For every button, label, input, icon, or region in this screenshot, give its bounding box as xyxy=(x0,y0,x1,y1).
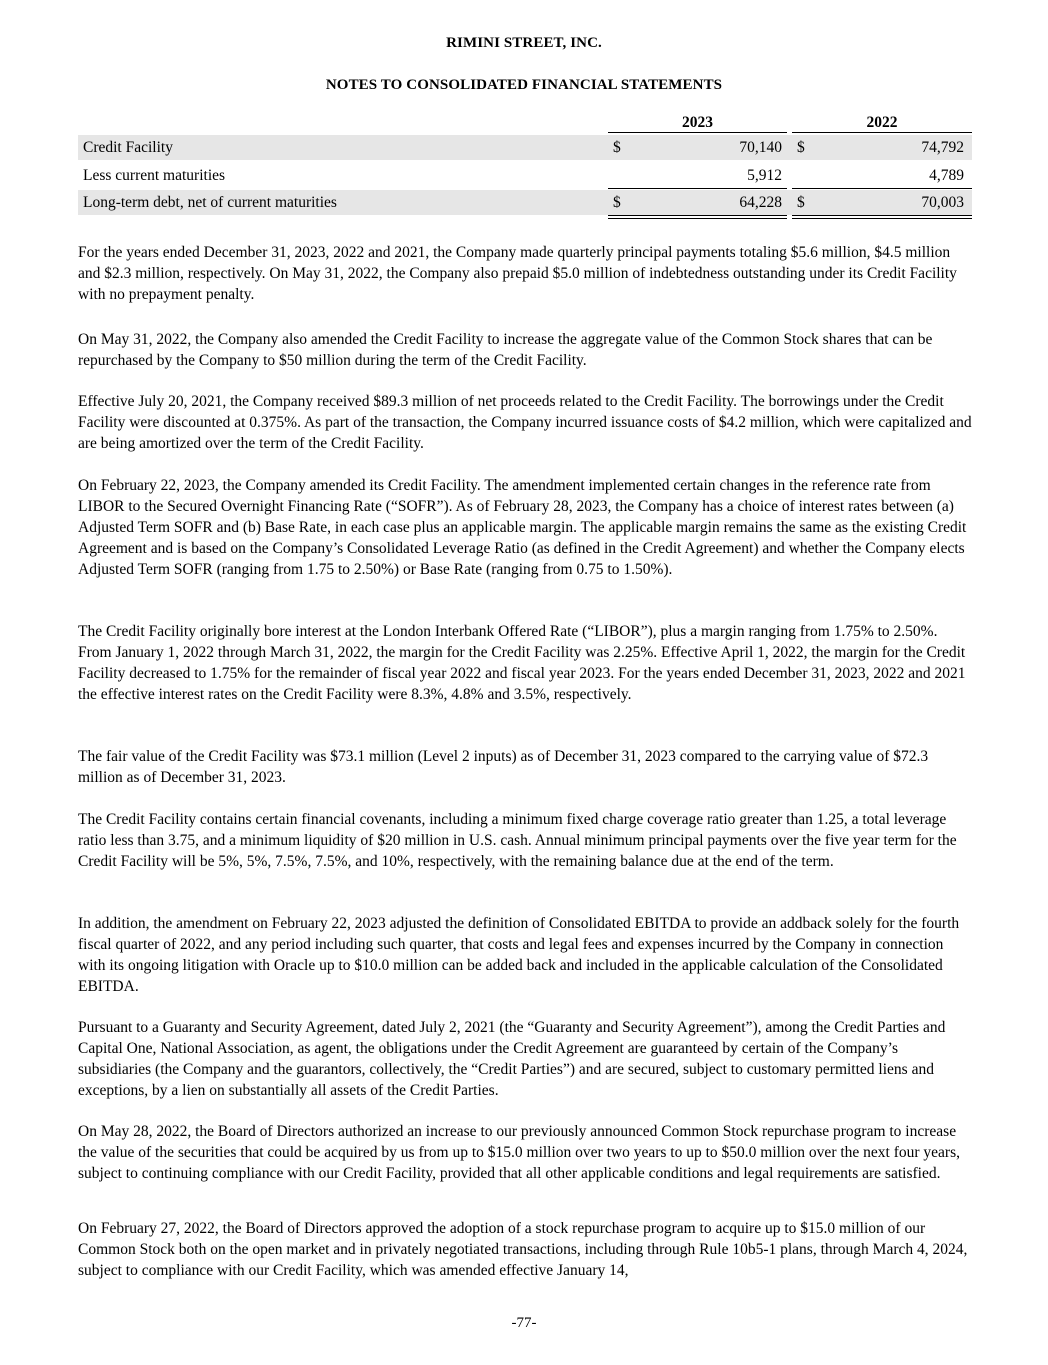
row-label: Less current maturities xyxy=(83,167,226,184)
subtotal-rule-2022 xyxy=(792,188,972,189)
value-2022: 70,003 xyxy=(921,194,964,211)
column-header-2022: 2022 xyxy=(866,114,898,131)
paragraph-repurchase-increase: On May 28, 2022, the Board of Directors authorized an increase to our previously announced Common Stock repurchase program to increase the value of the securities that could be acquired by us from up to $15.0 million over two years to up to $50.0 million over the next four years, subject to continuing compliance with our Credit Facility, provided that all other applicable conditions and legal requirements are satisfied. xyxy=(78,1123,961,1182)
column-header-2023: 2023 xyxy=(682,114,713,131)
paragraph-principal-payments: For the years ended December 31, 2023, 2022 and 2021, the Company made quarterly principal payments totaling $5.6 million, $4.5 million and $2.3 million, respectively. On May 31, 2022, the Company also prepaid $5.0 million of indebtedness outstanding under its Credit Facility with no prepayment penalty. xyxy=(78,244,957,303)
value-2023: 5,912 xyxy=(747,167,782,184)
currency-2022: $ xyxy=(797,139,805,156)
currency-2023: $ xyxy=(613,194,621,211)
paragraph-guaranty-security: Pursuant to a Guaranty and Security Agreement, dated July 2, 2021 (the “Guaranty and Security Agreement”), among the Credit Parties and Capital One, National Association, as agent, the obligations under the Credit Agreement are guaranteed by certain of the Company’s subsidiaries (the Company and the guarantors, collectively, the “Credit Parties”) and are secured, subject to customary permitted liens and exceptions, by a lien on substantially all assets of the Credit Parties. xyxy=(78,1019,946,1099)
value-2022: 74,792 xyxy=(921,139,964,156)
table-row xyxy=(78,135,972,160)
table-row xyxy=(78,163,972,188)
subtotal-rule-2023 xyxy=(608,188,787,189)
currency-2022: $ xyxy=(797,194,805,211)
value-2023: 64,228 xyxy=(739,194,782,211)
paragraph-net-proceeds: Effective July 20, 2021, the Company received $89.3 million of net proceeds related to the Credit Facility. The borrowings under the Credit Facility were discounted at 0.375%. As part of the transaction, the Company incurred issuance costs of $4.2 million, which were capitalized and are being amortized over the term of the Credit Facility. xyxy=(78,393,972,452)
paragraph-libor-interest: The Credit Facility originally bore interest at the London Interbank Offered Rate (“LIBOR”), plus a margin ranging from 1.75% to 2.50%. From January 1, 2022 through March 31, 2022, the margin for the Credit Facility was 2.25%. Effective April 1, 2022, the margin for the Credit Facility decreased to 1.75% for the remainder of fiscal year 2022 and fiscal year 2023. For the years ended December 31, 2023, 2022 and 2021 the effective interest rates on the Credit Facility were 8.3%, 4.8% and 3.5%, respectively. xyxy=(78,623,966,703)
table-row xyxy=(78,190,972,215)
value-2023: 70,140 xyxy=(739,139,782,156)
column-header-rule-2023 xyxy=(608,132,787,133)
paragraph-amendment-repurchase: On May 31, 2022, the Company also amended the Credit Facility to increase the aggregate value of the Common Stock shares that can be repurchased by the Company to $50 million during the term of the Credit Facility. xyxy=(78,331,933,369)
value-2022: 4,789 xyxy=(929,167,964,184)
debt-table xyxy=(78,112,972,222)
section-title: NOTES TO CONSOLIDATED FINANCIAL STATEMENTS xyxy=(325,77,723,93)
column-header-rule-2022 xyxy=(792,132,972,133)
paragraph-fair-value: The fair value of the Credit Facility was $73.1 million (Level 2 inputs) as of December 31, 2023 compared to the carrying value of $72.3 million as of December 31, 2023. xyxy=(78,748,929,786)
paragraph-stock-repurchase-program: On February 27, 2022, the Board of Directors approved the adoption of a stock repurchase program to acquire up to $15.0 million of our Common Stock both on the open market and in privately negotiated transactions, including through Rule 10b5-1 plans, through March 4, 2024, subject to compliance with our Credit Facility, which was amended effective January 14, xyxy=(78,1220,968,1279)
row-label: Long-term debt, net of current maturities xyxy=(83,194,337,211)
page-number: -77- xyxy=(511,1315,537,1331)
total-double-rule-2022 xyxy=(792,215,972,219)
row-label: Credit Facility xyxy=(83,139,173,156)
paragraph-ebitda-addback: In addition, the amendment on February 22, 2023 adjusted the definition of Consolidated EBITDA to provide an addback solely for the fourth fiscal quarter of 2022, and any period including such quarter, that costs and legal fees and expenses incurred by the Company in connection with its ongoing litigation with Oracle up to $10.0 million can be added back and included in the applicable calculation of the Consolidated EBITDA. xyxy=(78,915,960,995)
company-name: RIMINI STREET, INC. xyxy=(446,35,602,51)
paragraph-financial-covenants: The Credit Facility contains certain financial covenants, including a minimum fixed charge coverage ratio greater than 1.25, a total leverage ratio less than 3.75, and a minimum liquidity of $20 million in U.S. cash. Annual minimum principal payments over the five year term for the Credit Facility will be 5%, 5%, 7.5%, 7.5%, and 10%, respectively, with the remaining balance due at the end of the term. xyxy=(78,811,957,870)
paragraph-sofr-amendment: On February 22, 2023, the Company amended its Credit Facility. The amendment implemented certain changes in the reference rate from LIBOR to the Secured Overnight Financing Rate (“SOFR”). As of February 28, 2023, the Company has a choice of interest rates between (a) Adjusted Term SOFR and (b) Base Rate, in each case plus an applicable margin. The applicable margin remains the same as the existing Credit Agreement and is based on the Company’s Consolidated Leverage Ratio (as defined in the Credit Agreement) and whether the Company elects Adjusted Term SOFR (ranging from 1.75 to 2.50%) or Base Rate (ranging from 0.75 to 1.50%). xyxy=(78,477,967,578)
total-double-rule-2023 xyxy=(608,215,787,219)
currency-2023: $ xyxy=(613,139,621,156)
